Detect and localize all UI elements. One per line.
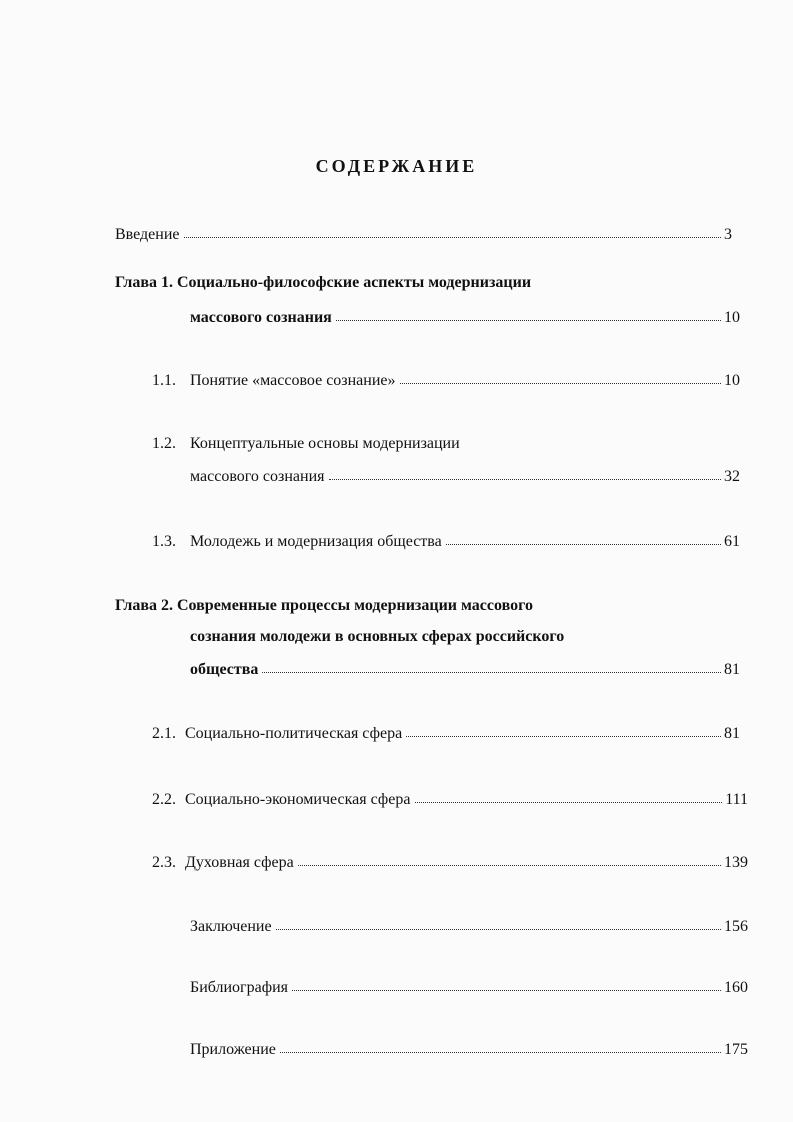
toc-chapter-title-line3: общества [190,661,259,678]
toc-entry-page: 61 [724,533,740,550]
leader-dots [329,465,722,480]
toc-entry-label-line1: Концептуальные основы модернизации [190,435,460,452]
toc-entry-page: 32 [724,468,740,485]
leader-dots [415,788,723,803]
toc-entry-label: Молодежь и модернизация общества [190,533,442,550]
leader-dots [184,223,722,238]
toc-entry-1-3 [152,531,740,552]
toc-chapter-1-heading [115,273,531,293]
toc-section-number: 2.2. [152,791,176,808]
toc-entry-label: Социально-политическая сфера [185,725,403,742]
toc-entry-label: Библиография [190,979,288,996]
leader-dots [400,369,721,384]
toc-entry-1-2 [190,466,740,487]
toc-entry-introduction [115,224,732,245]
toc-entry-page: 3 [724,226,732,243]
toc-entry-page: 10 [724,372,740,389]
leader-dots [336,306,721,321]
toc-entry-label-line2: массового сознания [190,468,325,485]
toc-entry-2-2 [152,789,748,810]
toc-entry-page: 175 [724,1041,748,1058]
toc-chapter-title-line2: сознания молодежи в основных сферах российского [190,628,565,645]
toc-entry-page: 10 [724,309,740,326]
leader-dots [280,1038,721,1053]
toc-chapter-title-line2: массового сознания [190,309,332,326]
toc-entry-label: Социально-экономическая сфера [185,791,411,808]
leader-dots [276,915,721,930]
leader-dots [298,851,721,866]
toc-entry-page: 81 [724,661,740,678]
leader-dots [262,658,721,673]
toc-section-number: 1.1. [152,372,176,389]
leader-dots [292,976,721,991]
toc-entry-label: Приложение [190,1041,276,1058]
toc-entry-bibliography [190,977,748,998]
toc-section-number: 2.3. [152,854,176,871]
toc-chapter-2-heading [115,596,533,616]
toc-entry-page: 139 [724,854,748,871]
toc-section-number: 1.3. [152,533,176,550]
toc-chapter-title-line1: Социально-философские аспекты модернизации [177,274,532,291]
toc-chapter-title-line1: Современные процессы модернизации массового [177,597,533,614]
toc-chapter-number: Глава 2. [115,597,173,614]
toc-entry-chapter-1 [190,307,740,328]
toc-entry-1-1 [152,370,740,391]
toc-entry-2-1 [152,723,740,744]
toc-entry-label: Введение [115,226,180,243]
toc-section-number: 1.2. [152,435,176,452]
toc-entry-page: 156 [724,918,748,935]
toc-chapter-number: Глава 1. [115,274,173,291]
leader-dots [406,722,721,737]
toc-entry-1-2-line1 [152,434,460,454]
page-title: СОДЕРЖАНИЕ [315,156,478,176]
toc-entry-label: Понятие «массовое сознание» [190,372,396,389]
toc-entry-conclusion [190,916,748,937]
toc-entry-appendix [190,1039,748,1060]
toc-entry-page: 160 [724,979,748,996]
toc-entry-label: Духовная сфера [185,854,294,871]
toc-entry-page: 111 [725,791,748,808]
toc-entry-page: 81 [724,725,740,742]
leader-dots [446,530,721,545]
toc-entry-chapter-2 [190,659,740,680]
toc-section-number: 2.1. [152,725,176,742]
toc-entry-2-3 [152,852,748,873]
toc-entry-label: Заключение [190,918,272,935]
